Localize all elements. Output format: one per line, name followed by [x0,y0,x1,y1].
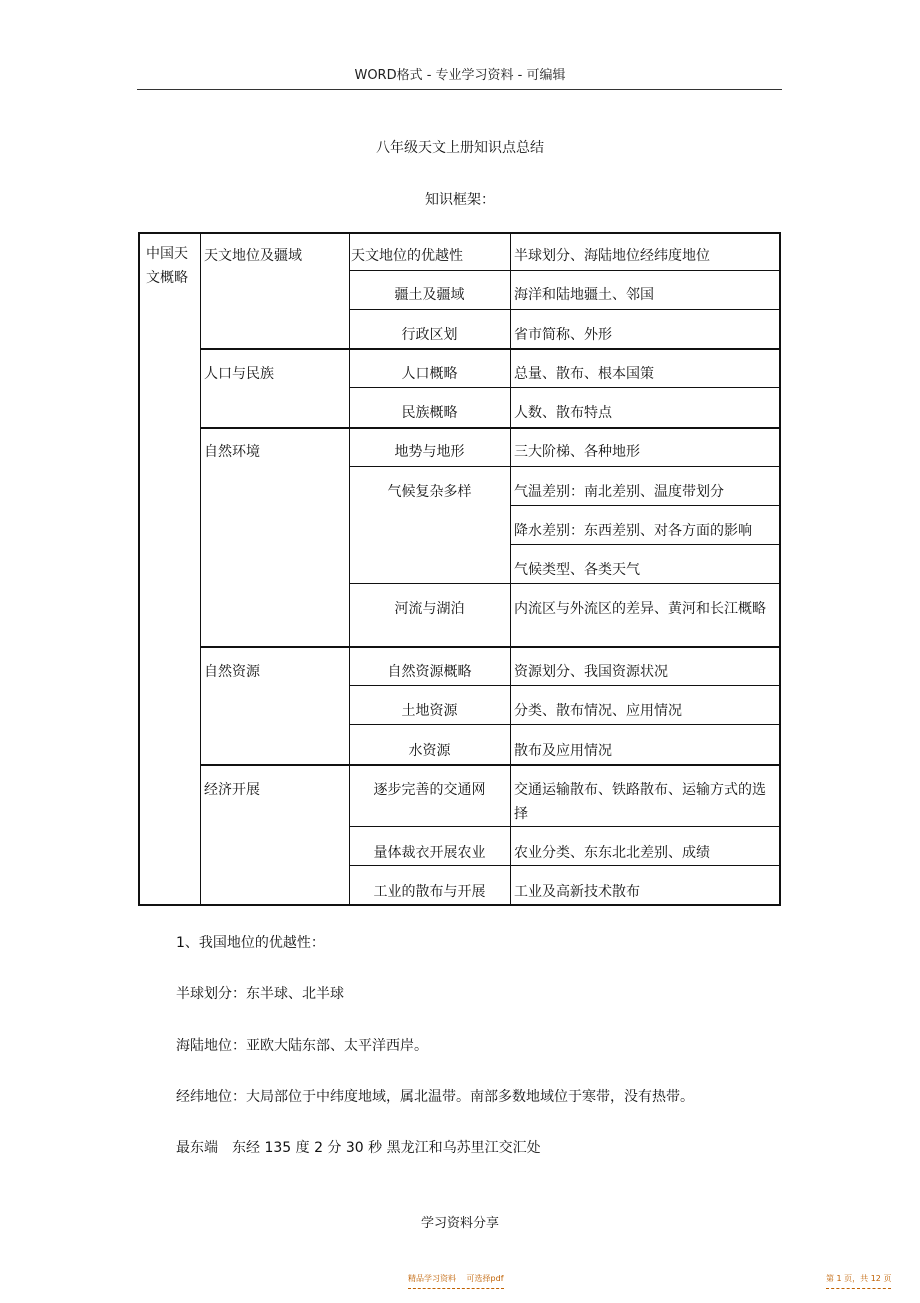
topic-cell: 人口概略 [401,366,458,382]
table-category-cell: 中国天文概略 [146,246,188,286]
row-divider [349,865,781,866]
paragraph: 海陆地位：亚欧大陆东部、太平洋西岸。 [176,1038,428,1054]
row-divider [349,466,781,467]
table-border-top [138,232,781,234]
detail-cell: 气温差别：南北差别、温度带划分 [514,484,724,500]
detail-cell: 省市简称、外形 [514,327,612,343]
detail-cell: 气候类型、各类天气 [514,562,640,578]
row-divider [349,270,781,271]
detail-cell: 农业分类、东东北北差别、成绩 [514,845,710,861]
detail-cell: 海洋和陆地疆土、邻国 [514,287,654,303]
watermark-left [408,1273,504,1289]
column-divider-1 [200,232,201,906]
detail-cell: 资源划分、我国资源状况 [514,664,668,680]
detail-cell: 分类、散布情况、应用情况 [514,703,682,719]
topic-cell: 行政区划 [401,327,458,343]
table-border-bottom [138,904,781,906]
topic-cell: 疆土及疆域 [394,287,465,303]
watermark-left-dash [408,1288,504,1289]
group-label: 自然资源 [204,664,260,680]
group-label: 人口与民族 [204,366,274,382]
topic-cell: 民族概略 [401,405,458,421]
topic-cell: 天文地位的优越性 [351,248,463,264]
topic-cell: 水资源 [408,743,451,759]
row-divider [349,583,781,584]
row-divider [349,387,781,388]
topic-cell: 气候复杂多样 [387,484,472,500]
detail-cell: 散布及应用情况 [514,743,612,759]
topic-cell: 地势与地形 [394,444,465,460]
topic-cell: 逐步完善的交通网 [373,782,486,798]
page-footer: 学习资料分享 [420,1216,499,1231]
row-divider [349,724,781,725]
paragraph-heading: 1、我国地位的优越性： [176,935,325,951]
group-divider [200,427,781,429]
group-label: 自然环境 [204,444,260,460]
row-divider [349,826,781,827]
detail-cell: 半球划分、海陆地位经纬度地位 [514,248,710,264]
group-divider [200,764,781,766]
watermark-right-dash [826,1288,891,1289]
paragraph: 半球划分：东半球、北半球 [176,986,344,1002]
column-divider-3 [510,232,511,906]
knowledge-framework-table [138,232,782,906]
topic-cell: 量体裁衣开展农业 [373,845,486,861]
detail-cell: 三大阶梯、各种地形 [514,444,640,460]
table-border-right [779,232,781,906]
detail-cell: 内流区与外流区的差异、黄河和长江概略 [514,601,766,617]
detail-cell: 工业及高新技术散布 [514,884,640,900]
group-divider [200,348,781,350]
group-label: 天文地位及疆域 [204,248,302,264]
paragraph: 经纬地位：大局部位于中纬度地域，属北温带。南部多数地域位于寒带，没有热带。 [176,1089,694,1105]
topic-cell: 土地资源 [401,703,458,719]
subrow-divider [510,544,781,545]
row-divider [349,309,781,310]
page-header: WORD格式 - 专业学习资料 - 可编辑 [354,68,566,83]
row-divider [349,685,781,686]
detail-cell: 人数、散布特点 [514,405,612,421]
section-subtitle: 知识框架： [425,192,495,208]
watermark-right [826,1273,891,1289]
detail-cell: 降水差别：东西差别、对各方面的影响 [514,523,752,539]
group-divider [200,646,781,648]
page-counter: 第 1 页，共 12 页 [826,1274,892,1283]
group-label: 经济开展 [204,782,260,798]
topic-cell: 自然资源概略 [387,664,472,680]
watermark-left-text: 精品学习资料 可选择pdf [408,1274,504,1283]
table-border-left [138,232,140,906]
detail-cell: 总量、散布、根本国策 [514,366,654,382]
topic-cell: 河流与湖泊 [394,601,465,617]
header-rule [137,89,782,90]
topic-cell: 工业的散布与开展 [373,884,486,900]
paragraph: 最东端 东经 135 度 2 分 30 秒 黑龙江和乌苏里江交汇处 [176,1140,541,1156]
detail-cell: 交通运输散布、铁路散布、运输方式的选择 [514,782,766,822]
subrow-divider [510,505,781,506]
document-title: 八年级天文上册知识点总结 [376,140,544,156]
